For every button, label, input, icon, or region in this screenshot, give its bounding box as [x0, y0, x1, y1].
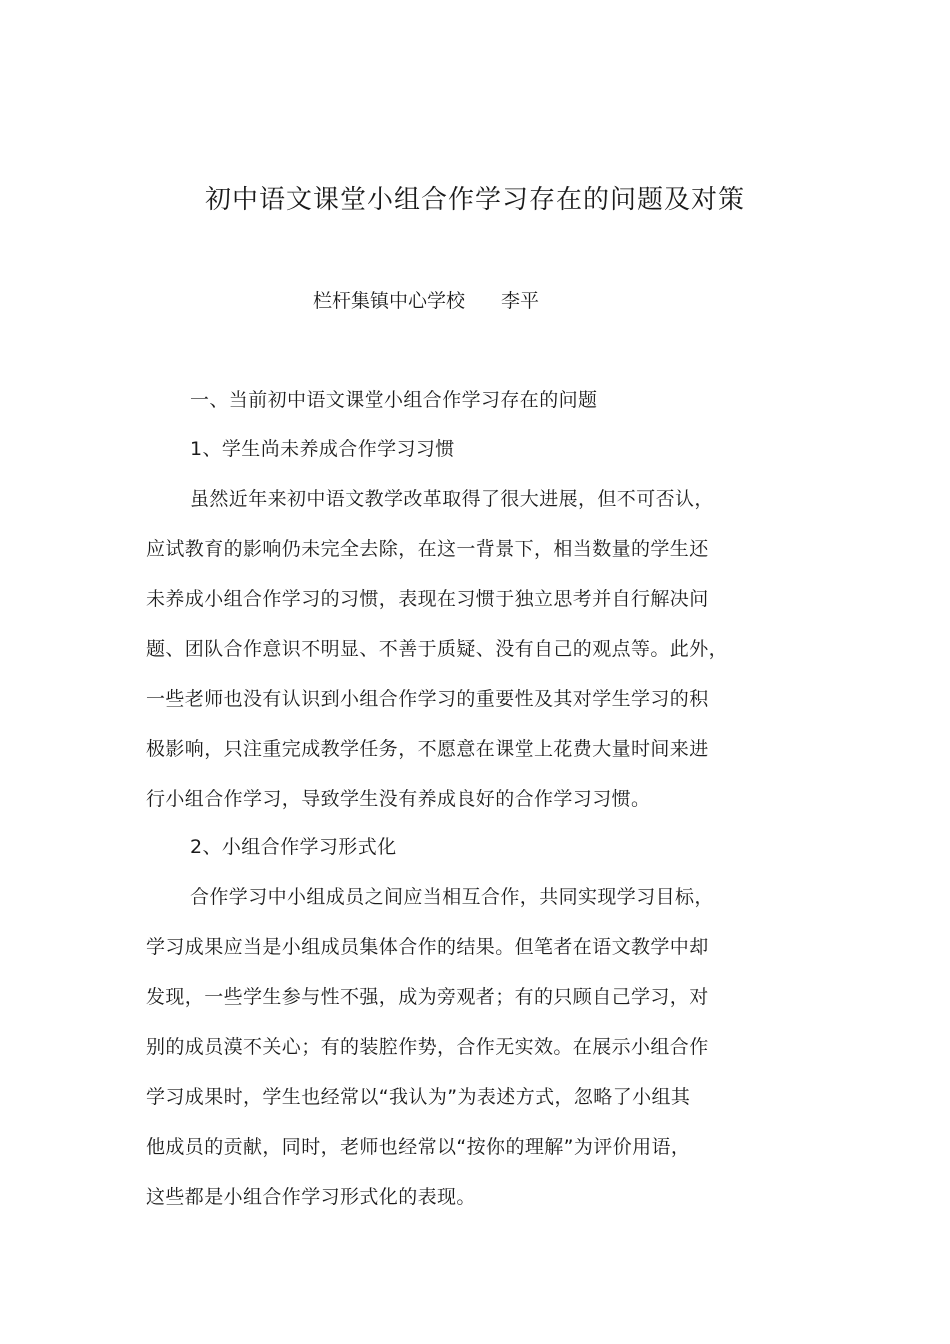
paragraph-line: 他成员的贡献，同时，老师也经常以“按你的理解”为评价用语，: [146, 1136, 691, 1158]
paragraph-line: 学习成果时，学生也经常以“我认为”为表述方式，忽略了小组其: [146, 1086, 691, 1108]
subsection-heading: 2、小组合作学习形式化: [190, 836, 397, 858]
paragraph-line: 别的成员漠不关心；有的装腔作势，合作无实效。在展示小组合作: [146, 1036, 709, 1058]
document-title: 初中语文课堂小组合作学习存在的问题及对策: [204, 185, 745, 215]
section-heading: 一、当前初中语文课堂小组合作学习存在的问题: [190, 389, 598, 411]
author-name: 李平: [501, 290, 540, 312]
paragraph-line: 发现，一些学生参与性不强，成为旁观者；有的只顾自己学习，对: [146, 986, 709, 1008]
paragraph-line: 极影响，只注重完成教学任务，不愿意在课堂上花费大量时间来进: [146, 738, 709, 760]
paragraph-line: 虽然近年来初中语文教学改革取得了很大进展，但不可否认，: [190, 488, 714, 510]
paragraph-line: 合作学习中小组成员之间应当相互合作，共同实现学习目标，: [190, 886, 714, 908]
author-line: [313, 286, 539, 316]
paragraph-line: 题、团队合作意识不明显、不善于质疑、没有自己的观点等。此外，: [146, 638, 729, 660]
author-school: 栏杆集镇中心学校: [313, 290, 466, 312]
subsection-heading: 1、学生尚未养成合作学习习惯: [190, 438, 455, 460]
paragraph-line: 这些都是小组合作学习形式化的表现。: [146, 1186, 476, 1208]
paragraph-line: 行小组合作学习，导致学生没有养成良好的合作学习习惯。: [146, 788, 651, 810]
paragraph-line: 一些老师也没有认识到小组合作学习的重要性及其对学生学习的积: [146, 688, 709, 710]
paragraph-line: 学习成果应当是小组成员集体合作的结果。但笔者在语文教学中却: [146, 936, 709, 958]
paragraph-line: 未养成小组合作学习的习惯，表现在习惯于独立思考并自行解决问: [146, 588, 709, 610]
paragraph-line: 应试教育的影响仍未完全去除，在这一背景下，相当数量的学生还: [146, 538, 709, 560]
